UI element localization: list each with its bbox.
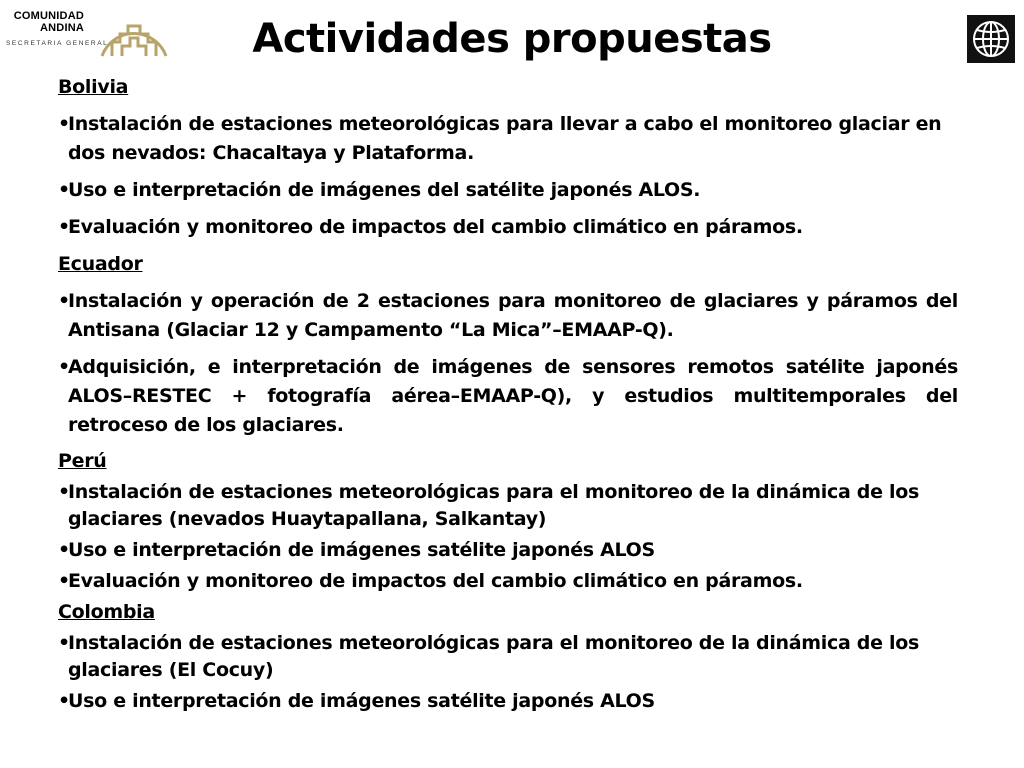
logo-line-1: COMUNIDAD [13, 10, 84, 22]
bullet-peru-3: • Evaluación y monitoreo de impactos del cambio climático en páramos. [58, 568, 958, 595]
bullet-peru-1: • Instalación de estaciones meteorológicas para el monitoreo de la dinámica de los glaciares (nevados Huaytapallana, Salkantay) [58, 479, 958, 533]
logo-subtitle: SECRETARIA GENERAL [6, 40, 109, 47]
bullet-ecuador-1: • Instalación y operación de 2 estaciones para monitoreo de glaciares y páramos del Antisana (Glaciar 12 y Campamento “La Mica”–EMAAP-Q). [58, 287, 958, 345]
slide-title: Actividades propuestas [252, 16, 772, 62]
section-heading-peru: Perú [58, 450, 107, 472]
bullet-colombia-1: • Instalación de estaciones meteorológicas para el monitoreo de la dinámica de los glaciares (El Cocuy) [58, 630, 958, 684]
bullet-peru-2: • Uso e interpretación de imágenes satélite japonés ALOS [58, 537, 958, 564]
logo-line-2: ANDINA [40, 22, 84, 34]
slide-content [58, 73, 958, 719]
bullet-colombia-2: • Uso e interpretación de imágenes satélite japonés ALOS [58, 688, 958, 715]
bullet-bolivia-2: • Uso e interpretación de imágenes del satélite japonés ALOS. [58, 176, 958, 205]
bullet-bolivia-1: • Instalación de estaciones meteorológicas para llevar a cabo el monitoreo glaciar en dos nevados: Chacaltaya y Plataforma. [58, 110, 958, 168]
section-heading-colombia: Colombia [58, 601, 155, 623]
bullet-ecuador-2: • Adquisición, e interpretación de imágenes de sensores remotos satélite japonés ALOS–RESTEC + fotografía aérea–EMAAP-Q), y estudios multitemporales del retroceso de los glaciares. [58, 353, 958, 440]
bullet-bolivia-3: • Evaluación y monitoreo de impactos del cambio climático en páramos. [58, 213, 958, 242]
section-heading-bolivia: Bolivia [58, 76, 129, 98]
section-heading-ecuador: Ecuador [58, 253, 143, 275]
